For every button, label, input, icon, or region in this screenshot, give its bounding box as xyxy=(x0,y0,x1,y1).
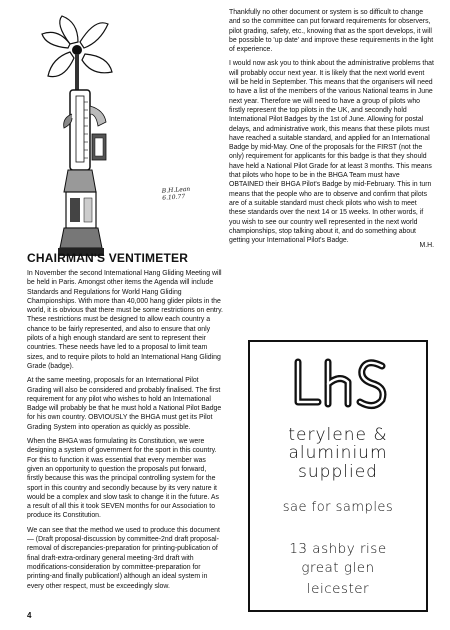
ventimeter-illustration xyxy=(40,14,160,259)
ad-sae-line: sae for samples xyxy=(282,500,394,515)
signature-date: 6.10.77 xyxy=(162,193,186,202)
ad-address-street: 13 ashby rise xyxy=(289,541,387,557)
paragraph: At the same meeting, proposals for an International Pilot Grading will also be considered and probably finalised. The first requirement for any pilot who wishes to hold an International Badge will probably be that he must hold a National Pilot Badge for his own country. OBVIOUSLY the BHGA must get its Pilot Grading System into operation as quickly as possible. xyxy=(27,377,222,431)
lhs-advert xyxy=(248,340,428,612)
ad-line-aluminium: aluminium xyxy=(288,443,388,463)
artist-signature xyxy=(162,184,213,201)
author-initials: M.H. xyxy=(419,242,434,250)
ad-line-supplied: supplied xyxy=(298,462,378,482)
page-number: 4 xyxy=(27,611,32,620)
paragraph: In November the second International Hang Gliding Meeting will be held in Paris. Amongst other items the Agenda will include Standards and Regulations for World Hang Gliding Championships. With more than 40,000 hang glider pilots in the world, it is obvious that there must be some restrictions on entry. These restrictions must be designed to allow each country a chance to be fairly represented, and also to ensure that only pilots of a high enough standard are sent to represent their countries. These needs have led to a proposal to limit team sizes, and to require pilots to hold an International Hang Gliding Grade (badge). xyxy=(27,270,223,370)
ad-line-terylene: terylene & xyxy=(288,425,388,445)
paragraph: We can see that the method we used to produce this document — (Draft proposal-discussion by committee-2nd draft proposal-removal of discrepancies-preparation for printing-publication of final draft-extra-ordinary general meeting-3rd draft with modifications-consideration by committee-preparation for printing-and finally publication!) although an ideal system in every other respect, must be exceedingly slow. xyxy=(27,526,220,590)
paragraph: Thankfully no other document or system is so difficult to change and so the committee can put forward requirements for observers, pilot grading, safety, etc., knowing that as the sport develops, it will be possible to 'up date' and improve these requirements in the light of experience. xyxy=(229,9,434,54)
lhs-logo xyxy=(284,354,394,412)
right-column xyxy=(229,8,434,256)
signature-name: B.H.Lean xyxy=(161,185,191,195)
left-column xyxy=(27,269,223,596)
article-title: CHAIRMAN'S VENTIMETER xyxy=(27,251,189,265)
paragraph: I would now ask you to think about the administrative problems that will probably occur next year. It is likely that the next world event will be held in September. This means that the organisers will need to have a list of the members of the various National teams in June next year. Therefore we will need to have a group of pilots who firstly represent the top pilots in the UK, and secondly hold International Pilot Badges by the 1st of June. Allowing for postal delays, and administrative work, this means that these pilots must have reached a suitable standard, and applied for an International Badge by mid-May. One of the proposals for the FIRST (not the only) requirement for applicants for this badge is that they should have held a National Pilot Grade for at least 3 months. This means that pilots who hope to be in the BHGA Team must have OBTAINED their BHGA Pilot's Badge by mid-February. This in turn means that the people who are to observe and confirm that pilots are of a suitable standard must check pilots who wish to meet these standards over the next 14 or 15 weeks. In other words, if you wish to see our country well represented in the next world championships, stop talking about it, and do something about getting your International Pilot's Badge. xyxy=(229,60,434,245)
paragraph: When the BHGA was formulating its Constitution, we were designing a system of government for the sport in this country. For this to function it was essential that every member was given an opportunity to question the proposals put forward, firstly because this was the principal controlling system for the sport in this country and secondly because by its very nature it would be a complex and slow task to change it in the future. As a result of all this it took SEVEN months for our Association to produce its Constitution. xyxy=(27,438,219,520)
ad-address-city: leicester xyxy=(306,581,370,597)
ad-address-town: great glen xyxy=(301,560,375,576)
